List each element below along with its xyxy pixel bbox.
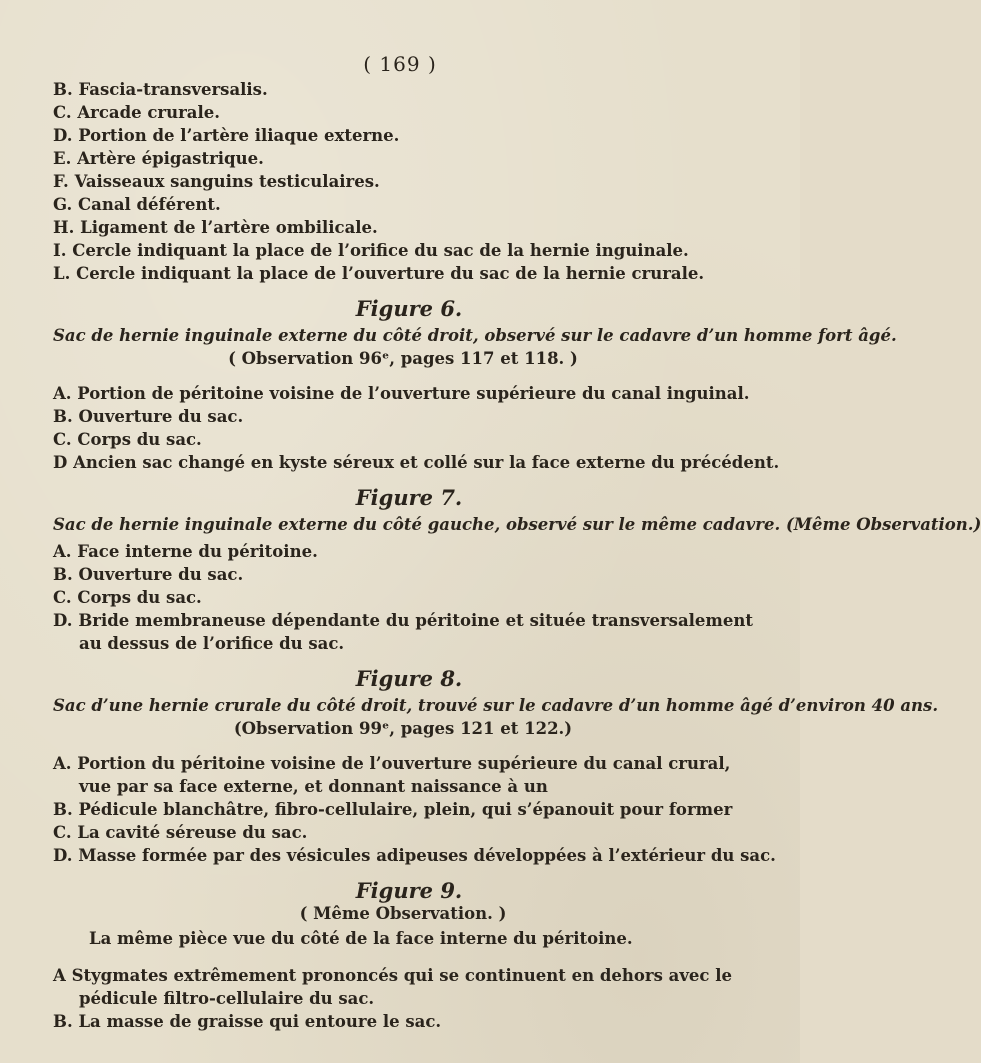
figure-caption: Sac de hernie inguinale externe du côté gauche, observé sur le même cadavre. (Même Observation.) (53, 515, 981, 534)
page-number: ( 169 ) (363, 52, 437, 76)
legend-item: C. La cavité séreuse du sac. (53, 823, 308, 842)
observation-reference: ( Même Observation. ) (299, 904, 507, 923)
figure-title: Figure 7. (355, 485, 463, 510)
figure-title: Figure 6. (355, 296, 463, 321)
legend-item: A. Face interne du péritoine. (53, 542, 318, 561)
legend-item: B. Ouverture du sac. (53, 407, 244, 426)
legend-item: B. Fascia-transversalis. (53, 80, 268, 99)
legend-item: A. Portion de péritoine voisine de l’ouverture supérieure du canal inguinal. (53, 384, 750, 403)
figure-caption: Sac de hernie inguinale externe du côté droit, observé sur le cadavre d’un homme fort âgé. (53, 326, 897, 345)
legend-item: L. Cercle indiquant la place de l’ouverture du sac de la hernie crurale. (53, 264, 705, 283)
legend-item: D. Portion de l’artère iliaque externe. (53, 126, 400, 145)
legend-item: A Stygmates extrêmement prononcés qui se continuent en dehors avec le pédicule filtro-cellulaire du sac. (53, 966, 732, 1008)
figure-title: Figure 9. (355, 878, 463, 903)
legend-item: C. Arcade crurale. (53, 103, 220, 122)
legend-item: C. Corps du sac. (53, 588, 202, 607)
legend-item: H. Ligament de l’artère ombilicale. (53, 218, 378, 237)
legend-item: D. Masse formée par des vésicules adipeuses développées à l’extérieur du sac. (53, 846, 776, 865)
figure-7-section (53, 485, 981, 655)
figure-caption: Sac d’une hernie crurale du côté droit, trouvé sur le cadavre d’un homme âgé d’environ 40 ans. (53, 696, 939, 715)
observation-reference: ( Observation 96ᵉ, pages 117 et 118. ) (228, 349, 578, 368)
figure-9-section (53, 879, 753, 1033)
legend-figure-5 (53, 78, 753, 285)
legend-item: E. Artère épigastrique. (53, 149, 264, 168)
figure-6-section (53, 296, 897, 474)
page-content (53, 78, 981, 1033)
observation-reference: (Observation 99ᵉ, pages 121 et 122.) (233, 719, 573, 738)
legend-item: B. La masse de graisse qui entoure le sac. (53, 1012, 442, 1031)
legend-item: D. Bride membraneuse dépendante du péritoine et située transversalement au dessus de l’orifice du sac. (53, 611, 753, 653)
legend-item: F. Vaisseaux sanguins testiculaires. (53, 172, 380, 191)
figure-8-section (53, 666, 939, 867)
legend-item: G. Canal déférent. (53, 195, 221, 214)
legend-item: I. Cercle indiquant la place de l’orifice du sac de la hernie inguinale. (53, 241, 689, 260)
legend-item: B. Pédicule blanchâtre, fibro-cellulaire, plein, qui s’épanouit pour former (53, 800, 733, 819)
legend-item: D Ancien sac changé en kyste séreux et collé sur la face externe du précédent. (53, 453, 780, 472)
figure-title: Figure 8. (355, 666, 463, 691)
legend-item: C. Corps du sac. (53, 430, 202, 449)
legend-item: B. Ouverture du sac. (53, 565, 244, 584)
legend-item: A. Portion du péritoine voisine de l’ouverture supérieure du canal crural, vue par sa face externe, et donnant naissance à un (53, 754, 731, 796)
figure-intro: La même pièce vue du côté de la face interne du péritoine. (89, 929, 633, 948)
